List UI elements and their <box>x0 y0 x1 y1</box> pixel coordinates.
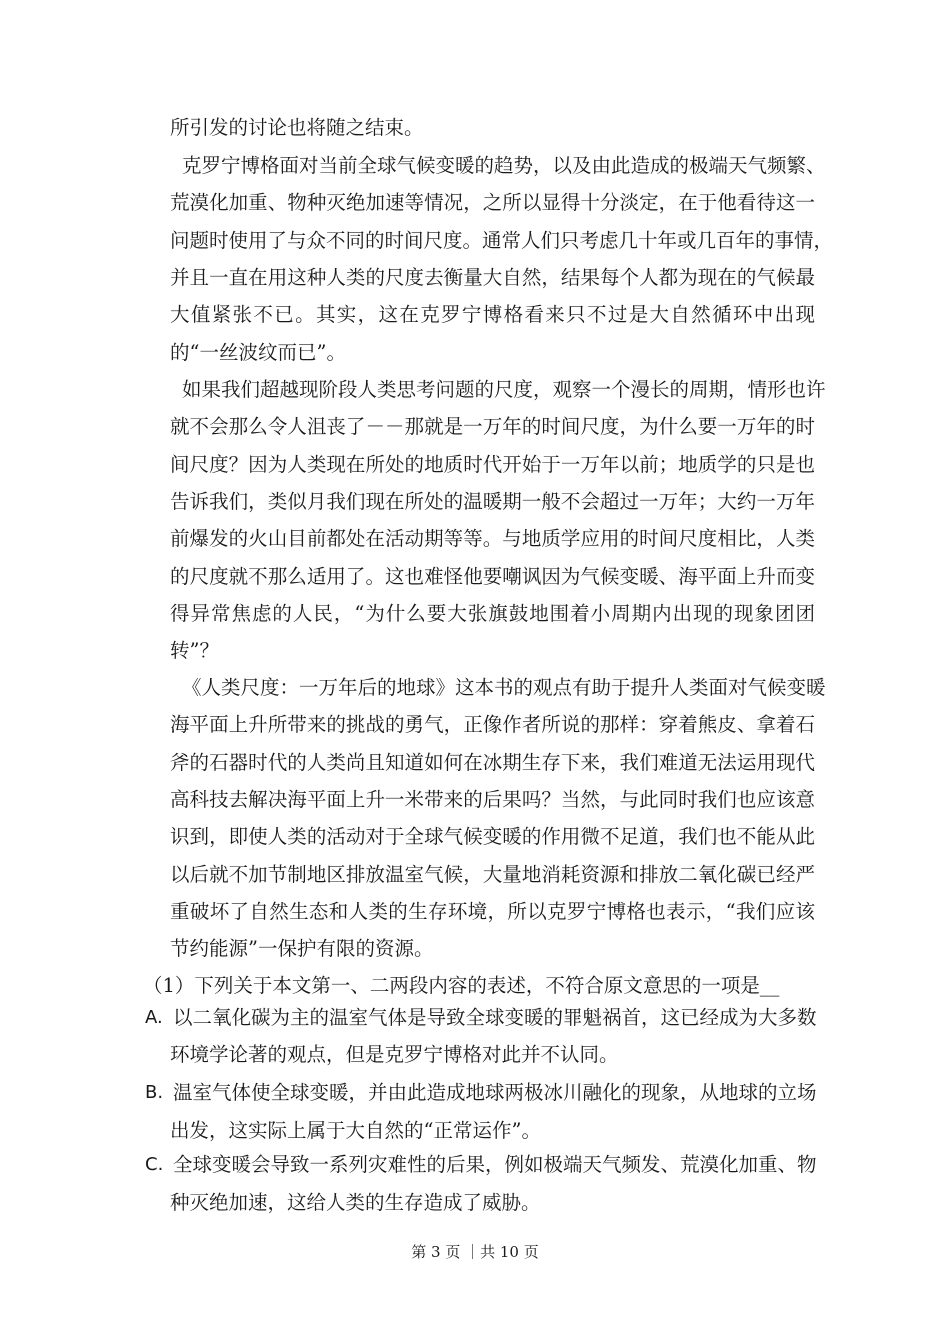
paragraph-line: 得异常焦虑的人民，“为什么要大张旗鼓地围着小周期内出现的现象团团 <box>170 602 815 626</box>
paragraph-line: 以后就不加节制地区排放温室气候，大量地消耗资源和排放二氧化碳已经严 <box>170 862 815 886</box>
paragraph-line: 如果我们超越现阶段人类思考问题的尺度，观察一个漫长的周期，情形也许 <box>182 378 826 401</box>
paragraph-line: 所引发的讨论也将随之结束。 <box>170 116 424 139</box>
paragraph-line: 节约能源”一保护有限的资源。 <box>170 937 434 961</box>
page-footer: 第 3 页 ｜共 10 页 <box>411 1243 539 1261</box>
paragraph-line: 的尺度就不那么适用了。这也难怪他要嘲讽因为气候变暖、海平面上升而变 <box>170 564 815 588</box>
paragraph-line: 转”？ <box>170 639 219 663</box>
option-text-line: 以二氧化碳为主的温室气体是导致全球变暖的罪魁祸首，这已经成为大多数 <box>173 1006 817 1029</box>
paragraph-line: 海平面上升所带来的挑战的勇气，正像作者所说的那样：穿着熊皮、拿着石 <box>170 713 815 737</box>
paragraph-line: 识到，即使人类的活动对于全球气候变暖的作用微不足道，我们也不能从此 <box>170 825 815 849</box>
paragraph-line: 斧的石器时代的人类尚且知道如何在冰期生存下来，我们难道无法运用现代 <box>170 750 815 774</box>
paragraph-line: 就不会那么令人沮丧了－－那就是一万年的时间尺度，为什么要一万年的时 <box>170 415 815 439</box>
paragraph-line: 问题时使用了与众不同的时间尺度。通常人们只考虑几十年或几百年的事情， <box>170 228 834 252</box>
option-label: C. <box>145 1154 164 1175</box>
paragraph-line: 《人类尺度：一万年后的地球》这本书的观点有助于提升人类面对气候变暖 <box>182 676 826 699</box>
option-text-line: 出发，这实际上属于大自然的“正常运作”。 <box>170 1119 541 1142</box>
option-text-line: 全球变暖会导致一系列灾难性的后果，例如极端天气频发、荒漠化加重、物 <box>173 1153 817 1176</box>
paragraph-line: 重破坏了自然生态和人类的生存环境，所以克罗宁博格也表示，“我们应该 <box>170 900 815 924</box>
paragraph-line: 荒漠化加重、物种灭绝加速等情况，之所以显得十分淡定，在于他看待这一 <box>170 191 815 215</box>
option-text-line: 温室气体使全球变暖，并由此造成地球两极冰川融化的现象，从地球的立场 <box>173 1081 817 1104</box>
question-stem: （1）下列关于本文第一、二两段内容的表述，不符合原文意思的一项是__ <box>143 974 780 997</box>
option-label: B. <box>145 1082 164 1103</box>
paragraph-line: 并且一直在用这种人类的尺度去衡量大自然，结果每个人都为现在的气候最 <box>170 266 815 290</box>
option-text-line: 环境学论著的观点，但是克罗宁博格对此并不认同。 <box>170 1043 619 1066</box>
paragraph-line: 间尺度？因为人类现在所处的地质时代开始于一万年以前；地质学的只是也 <box>170 452 815 476</box>
paragraph-line: 克罗宁博格面对当前全球气候变暖的趋势，以及由此造成的极端天气频繁、 <box>182 154 826 177</box>
option-text-line: 种灭绝加速，这给人类的生存造成了威胁。 <box>170 1191 541 1214</box>
paragraph-line: 大值紧张不已。其实，这在克罗宁博格看来只不过是大自然循环中出现 <box>170 303 815 327</box>
paragraph-line: 高科技去解决海平面上升一米带来的后果吗？当然，与此同时我们也应该意 <box>170 788 815 812</box>
paragraph-line: 前爆发的火山目前都处在活动期等等。与地质学应用的时间尺度相比，人类 <box>170 527 815 551</box>
paragraph-line: 告诉我们，类似月我们现在所处的温暖期一般不会超过一万年；大约一万年 <box>170 490 815 514</box>
option-label: A. <box>145 1007 163 1028</box>
paragraph-line: 的“一丝波纹而已”。 <box>170 340 346 364</box>
